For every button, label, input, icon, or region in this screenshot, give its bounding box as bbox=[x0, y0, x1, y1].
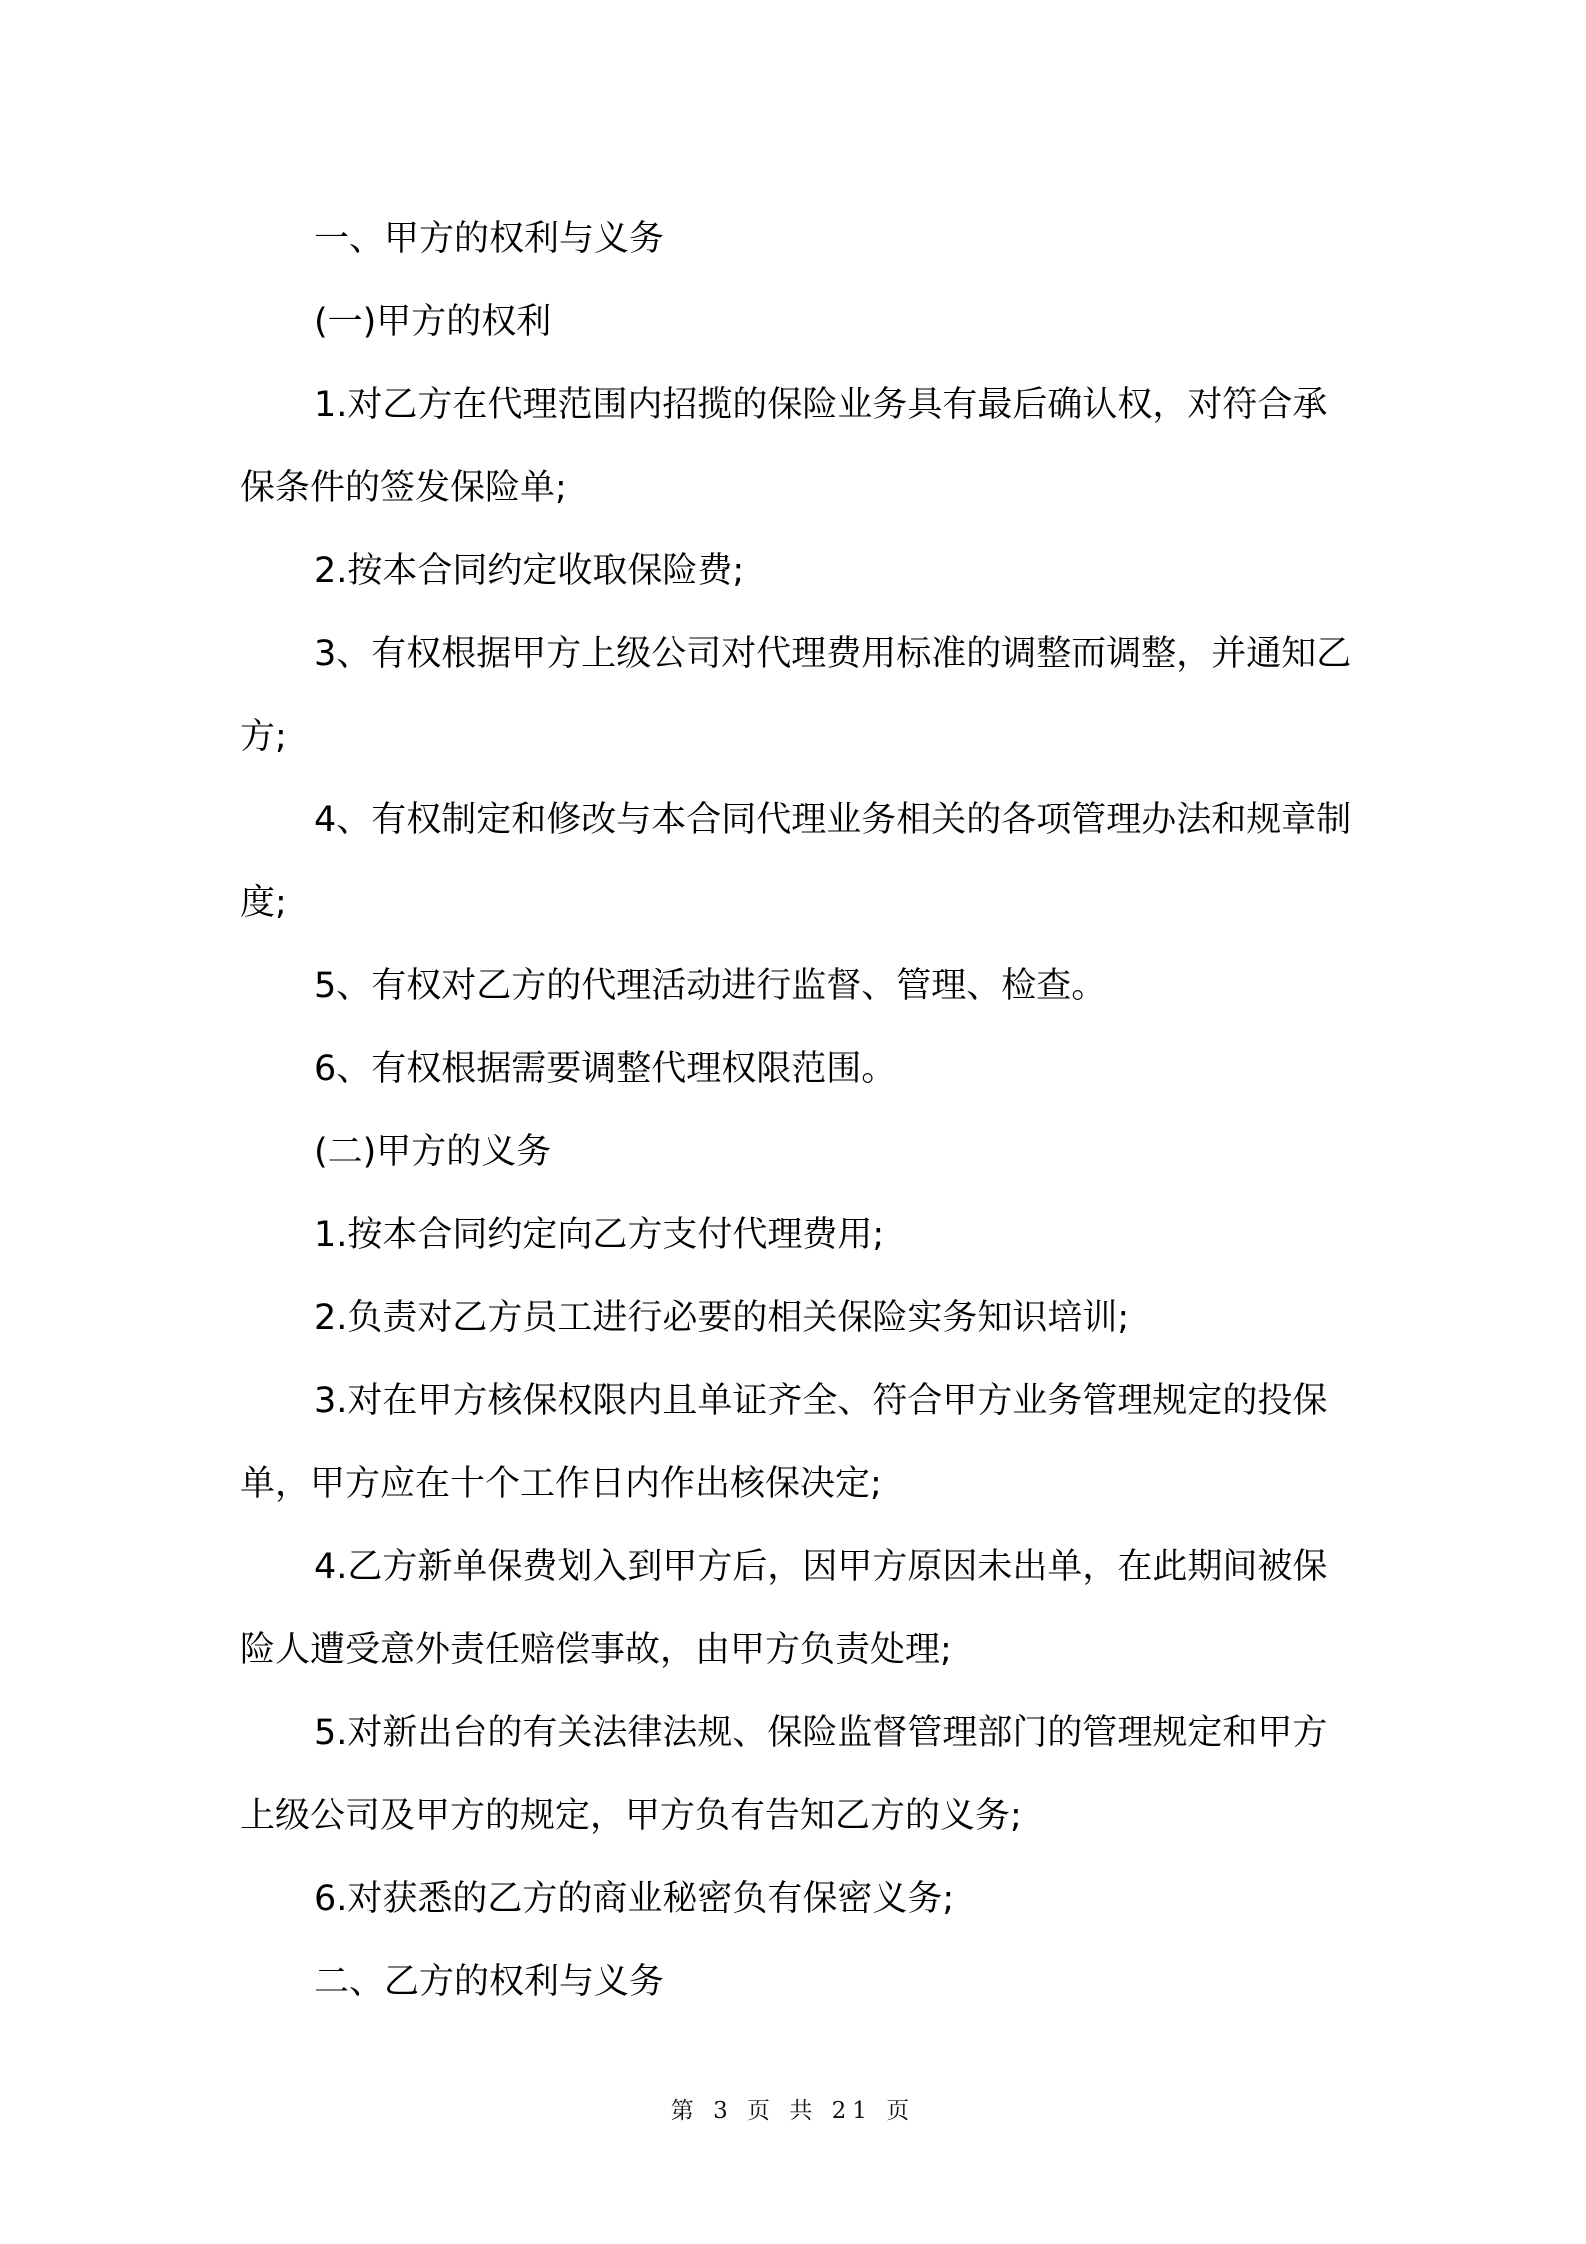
paragraph: 4、有权制定和修改与本合同代理业务相关的各项管理办法和规章制度; bbox=[240, 800, 1352, 923]
subsection-heading-party-a-rights: (一)甲方的权利 bbox=[314, 302, 552, 342]
paragraph: 5、有权对乙方的代理活动进行监督、管理、检查。 bbox=[314, 966, 1107, 1006]
paragraph: 4.乙方新单保费划入到甲方后，因甲方原因未出单，在此期间被保险人遭受意外责任赔偿事故，由甲方负责处理; bbox=[240, 1547, 1328, 1670]
subsection-heading-party-a-obligations: (二)甲方的义务 bbox=[314, 1132, 552, 1172]
paragraph: 2.负责对乙方员工进行必要的相关保险实务知识培训; bbox=[314, 1298, 1130, 1338]
paragraph: 5.对新出台的有关法律法规、保险监督管理部门的管理规定和甲方上级公司及甲方的规定，甲方负有告知乙方的义务; bbox=[240, 1713, 1328, 1836]
paragraph: 3、有权根据甲方上级公司对代理费用标准的调整而调整，并通知乙方; bbox=[240, 634, 1352, 757]
paragraph: 1.按本合同约定向乙方支付代理费用; bbox=[314, 1215, 885, 1255]
paragraph: 1.对乙方在代理范围内招揽的保险业务具有最后确认权，对符合承保条件的签发保险单; bbox=[240, 385, 1328, 508]
paragraph: 3.对在甲方核保权限内且单证齐全、符合甲方业务管理规定的投保单，甲方应在十个工作日内作出核保决定; bbox=[240, 1381, 1328, 1504]
paragraph: 2.按本合同约定收取保险费; bbox=[314, 551, 745, 591]
page-number-footer: 第 3 页 共 21 页 bbox=[670, 2098, 916, 2124]
paragraph: 6、有权根据需要调整代理权限范围。 bbox=[314, 1049, 897, 1089]
section-heading-2: 二、乙方的权利与义务 bbox=[314, 1962, 665, 2002]
document-body bbox=[240, 198, 1352, 2024]
section-heading-1: 一、甲方的权利与义务 bbox=[314, 219, 665, 259]
paragraph: 6.对获悉的乙方的商业秘密负有保密义务; bbox=[314, 1879, 955, 1919]
